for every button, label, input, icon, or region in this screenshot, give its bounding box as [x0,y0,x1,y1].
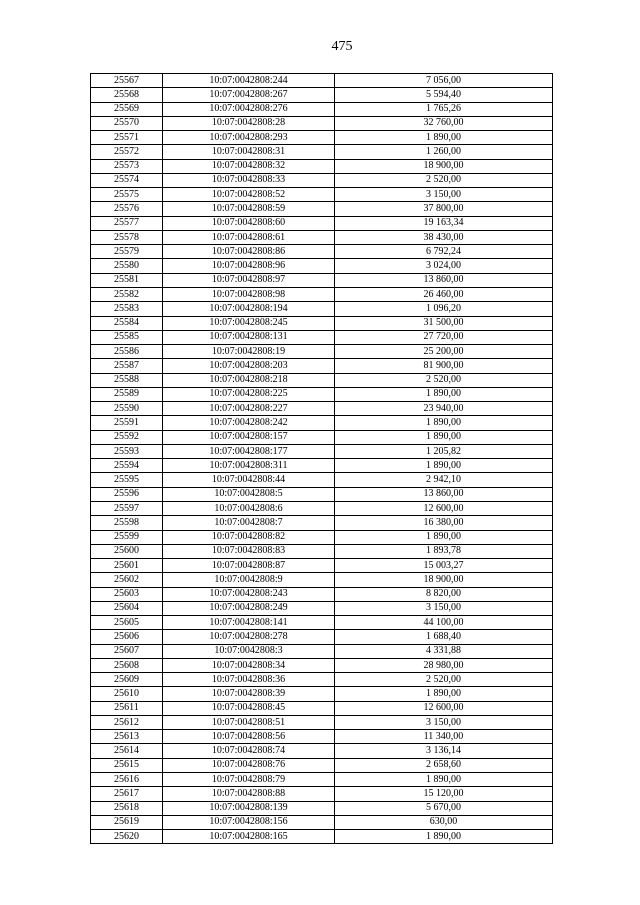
table-row [91,673,553,687]
amount-cell: 2 658,60 [335,758,553,772]
row-number-cell: 25575 [91,188,163,202]
cadastral-number-cell: 10:07:0042808:177 [163,444,335,458]
cadastral-number-cell: 10:07:0042808:203 [163,359,335,373]
cadastral-number-cell: 10:07:0042808:9 [163,573,335,587]
amount-cell: 1 890,00 [335,430,553,444]
row-number-cell: 25567 [91,74,163,88]
cadastral-number-cell: 10:07:0042808:218 [163,373,335,387]
row-number-cell: 25597 [91,501,163,515]
table-row [91,801,553,815]
table-row [91,188,553,202]
data-table-container [90,73,553,844]
table-row [91,758,553,772]
row-number-cell: 25594 [91,459,163,473]
row-number-cell: 25605 [91,616,163,630]
row-number-cell: 25576 [91,202,163,216]
amount-cell: 23 940,00 [335,402,553,416]
amount-cell: 3 136,14 [335,744,553,758]
table-row [91,287,553,301]
row-number-cell: 25608 [91,658,163,672]
table-row [91,159,553,173]
cadastral-number-cell: 10:07:0042808:157 [163,430,335,444]
row-number-cell: 25596 [91,487,163,501]
table-row [91,359,553,373]
row-number-cell: 25586 [91,345,163,359]
amount-cell: 2 520,00 [335,173,553,187]
row-number-cell: 25590 [91,402,163,416]
amount-cell: 1 890,00 [335,687,553,701]
amount-cell: 28 980,00 [335,658,553,672]
table-row [91,587,553,601]
cadastral-number-cell: 10:07:0042808:7 [163,516,335,530]
cadastral-number-cell: 10:07:0042808:39 [163,687,335,701]
row-number-cell: 25607 [91,644,163,658]
table-row [91,501,553,515]
cadastral-number-cell: 10:07:0042808:141 [163,616,335,630]
row-number-cell: 25573 [91,159,163,173]
row-number-cell: 25571 [91,131,163,145]
cadastral-number-cell: 10:07:0042808:52 [163,188,335,202]
cadastral-number-cell: 10:07:0042808:131 [163,330,335,344]
table-row [91,302,553,316]
cadastral-number-cell: 10:07:0042808:276 [163,102,335,116]
row-number-cell: 25592 [91,430,163,444]
table-row [91,630,553,644]
amount-cell: 3 024,00 [335,259,553,273]
row-number-cell: 25604 [91,601,163,615]
row-number-cell: 25609 [91,673,163,687]
table-row [91,330,553,344]
amount-cell: 630,00 [335,815,553,829]
cadastral-number-cell: 10:07:0042808:249 [163,601,335,615]
cadastral-number-cell: 10:07:0042808:82 [163,530,335,544]
row-number-cell: 25578 [91,230,163,244]
amount-cell: 25 200,00 [335,345,553,359]
amount-cell: 12 600,00 [335,501,553,515]
page-number: 475 [331,39,353,54]
amount-cell: 13 860,00 [335,273,553,287]
cadastral-number-cell: 10:07:0042808:97 [163,273,335,287]
row-number-cell: 25602 [91,573,163,587]
cadastral-number-cell: 10:07:0042808:34 [163,658,335,672]
row-number-cell: 25568 [91,88,163,102]
table-row [91,644,553,658]
row-number-cell: 25587 [91,359,163,373]
table-row [91,544,553,558]
row-number-cell: 25588 [91,373,163,387]
cadastral-number-cell: 10:07:0042808:156 [163,815,335,829]
cadastral-number-cell: 10:07:0042808:311 [163,459,335,473]
table-row [91,416,553,430]
cadastral-number-cell: 10:07:0042808:36 [163,673,335,687]
cadastral-number-cell: 10:07:0042808:56 [163,730,335,744]
table-row [91,402,553,416]
cadastral-number-cell: 10:07:0042808:5 [163,487,335,501]
table-row [91,744,553,758]
row-number-cell: 25613 [91,730,163,744]
amount-cell: 11 340,00 [335,730,553,744]
cadastral-number-cell: 10:07:0042808:19 [163,345,335,359]
amount-cell: 1 205,82 [335,444,553,458]
table-row [91,74,553,88]
amount-cell: 19 163,34 [335,216,553,230]
table-row [91,173,553,187]
row-number-cell: 25584 [91,316,163,330]
cadastral-number-cell: 10:07:0042808:293 [163,131,335,145]
amount-cell: 15 003,27 [335,559,553,573]
amount-cell: 1 890,00 [335,773,553,787]
cadastral-number-cell: 10:07:0042808:194 [163,302,335,316]
row-number-cell: 25601 [91,559,163,573]
amount-cell: 18 900,00 [335,573,553,587]
row-number-cell: 25585 [91,330,163,344]
amount-cell: 3 150,00 [335,601,553,615]
row-number-cell: 25599 [91,530,163,544]
cadastral-number-cell: 10:07:0042808:87 [163,559,335,573]
amount-cell: 27 720,00 [335,330,553,344]
cadastral-number-cell: 10:07:0042808:60 [163,216,335,230]
cadastral-number-cell: 10:07:0042808:61 [163,230,335,244]
cadastral-number-cell: 10:07:0042808:242 [163,416,335,430]
amount-cell: 1 890,00 [335,530,553,544]
amount-cell: 32 760,00 [335,116,553,130]
amount-cell: 1 688,40 [335,630,553,644]
amount-cell: 38 430,00 [335,230,553,244]
row-number-cell: 25603 [91,587,163,601]
row-number-cell: 25574 [91,173,163,187]
row-number-cell: 25593 [91,444,163,458]
row-number-cell: 25616 [91,773,163,787]
cadastral-number-cell: 10:07:0042808:74 [163,744,335,758]
table-row [91,830,553,844]
table-row [91,658,553,672]
row-number-cell: 25620 [91,830,163,844]
row-number-cell: 25583 [91,302,163,316]
table-row [91,216,553,230]
cadastral-number-cell: 10:07:0042808:225 [163,387,335,401]
amount-cell: 3 150,00 [335,188,553,202]
table-row [91,102,553,116]
cadastral-number-cell: 10:07:0042808:33 [163,173,335,187]
table-row [91,487,553,501]
amount-cell: 18 900,00 [335,159,553,173]
table-row [91,616,553,630]
row-number-cell: 25611 [91,701,163,715]
table-row [91,701,553,715]
cadastral-number-cell: 10:07:0042808:59 [163,202,335,216]
table-row [91,773,553,787]
row-number-cell: 25600 [91,544,163,558]
row-number-cell: 25569 [91,102,163,116]
table-row [91,530,553,544]
amount-cell: 3 150,00 [335,715,553,729]
row-number-cell: 25614 [91,744,163,758]
cadastral-number-cell: 10:07:0042808:31 [163,145,335,159]
cadastral-number-cell: 10:07:0042808:165 [163,830,335,844]
amount-cell: 6 792,24 [335,245,553,259]
data-table [90,73,553,844]
amount-cell: 7 056,00 [335,74,553,88]
amount-cell: 8 820,00 [335,587,553,601]
table-row [91,787,553,801]
amount-cell: 26 460,00 [335,287,553,301]
table-row [91,444,553,458]
row-number-cell: 25570 [91,116,163,130]
amount-cell: 31 500,00 [335,316,553,330]
cadastral-number-cell: 10:07:0042808:76 [163,758,335,772]
table-row [91,145,553,159]
row-number-cell: 25591 [91,416,163,430]
amount-cell: 81 900,00 [335,359,553,373]
cadastral-number-cell: 10:07:0042808:227 [163,402,335,416]
table-row [91,230,553,244]
table-row [91,316,553,330]
amount-cell: 12 600,00 [335,701,553,715]
table-row [91,430,553,444]
amount-cell: 1 890,00 [335,416,553,430]
table-row [91,459,553,473]
cadastral-number-cell: 10:07:0042808:32 [163,159,335,173]
cadastral-number-cell: 10:07:0042808:86 [163,245,335,259]
table-row [91,715,553,729]
row-number-cell: 25580 [91,259,163,273]
amount-cell: 1 260,00 [335,145,553,159]
cadastral-number-cell: 10:07:0042808:98 [163,287,335,301]
row-number-cell: 25618 [91,801,163,815]
amount-cell: 2 942,10 [335,473,553,487]
amount-cell: 1 893,78 [335,544,553,558]
table-row [91,559,553,573]
amount-cell: 13 860,00 [335,487,553,501]
row-number-cell: 25589 [91,387,163,401]
row-number-cell: 25619 [91,815,163,829]
cadastral-number-cell: 10:07:0042808:267 [163,88,335,102]
amount-cell: 15 120,00 [335,787,553,801]
row-number-cell: 25617 [91,787,163,801]
cadastral-number-cell: 10:07:0042808:96 [163,259,335,273]
cadastral-number-cell: 10:07:0042808:28 [163,116,335,130]
table-row [91,601,553,615]
table-row [91,273,553,287]
table-row [91,387,553,401]
amount-cell: 1 890,00 [335,387,553,401]
cadastral-number-cell: 10:07:0042808:44 [163,473,335,487]
amount-cell: 5 594,40 [335,88,553,102]
amount-cell: 1 890,00 [335,830,553,844]
amount-cell: 1 765,26 [335,102,553,116]
row-number-cell: 25615 [91,758,163,772]
table-row [91,473,553,487]
table-row [91,373,553,387]
table-row [91,245,553,259]
table-row [91,259,553,273]
cadastral-number-cell: 10:07:0042808:79 [163,773,335,787]
table-body [91,74,553,844]
row-number-cell: 25582 [91,287,163,301]
row-number-cell: 25612 [91,715,163,729]
row-number-cell: 25606 [91,630,163,644]
row-number-cell: 25598 [91,516,163,530]
amount-cell: 5 670,00 [335,801,553,815]
table-row [91,516,553,530]
cadastral-number-cell: 10:07:0042808:243 [163,587,335,601]
table-row [91,345,553,359]
cadastral-number-cell: 10:07:0042808:245 [163,316,335,330]
cadastral-number-cell: 10:07:0042808:139 [163,801,335,815]
amount-cell: 2 520,00 [335,673,553,687]
row-number-cell: 25572 [91,145,163,159]
amount-cell: 2 520,00 [335,373,553,387]
row-number-cell: 25610 [91,687,163,701]
table-row [91,88,553,102]
amount-cell: 1 890,00 [335,459,553,473]
table-row [91,815,553,829]
amount-cell: 37 800,00 [335,202,553,216]
cadastral-number-cell: 10:07:0042808:278 [163,630,335,644]
amount-cell: 1 890,00 [335,131,553,145]
table-row [91,730,553,744]
table-row [91,131,553,145]
cadastral-number-cell: 10:07:0042808:51 [163,715,335,729]
table-row [91,116,553,130]
cadastral-number-cell: 10:07:0042808:3 [163,644,335,658]
row-number-cell: 25579 [91,245,163,259]
amount-cell: 16 380,00 [335,516,553,530]
amount-cell: 1 096,20 [335,302,553,316]
amount-cell: 44 100,00 [335,616,553,630]
row-number-cell: 25595 [91,473,163,487]
cadastral-number-cell: 10:07:0042808:6 [163,501,335,515]
cadastral-number-cell: 10:07:0042808:83 [163,544,335,558]
table-row [91,573,553,587]
row-number-cell: 25581 [91,273,163,287]
amount-cell: 4 331,88 [335,644,553,658]
cadastral-number-cell: 10:07:0042808:244 [163,74,335,88]
cadastral-number-cell: 10:07:0042808:88 [163,787,335,801]
table-row [91,202,553,216]
row-number-cell: 25577 [91,216,163,230]
cadastral-number-cell: 10:07:0042808:45 [163,701,335,715]
table-row [91,687,553,701]
